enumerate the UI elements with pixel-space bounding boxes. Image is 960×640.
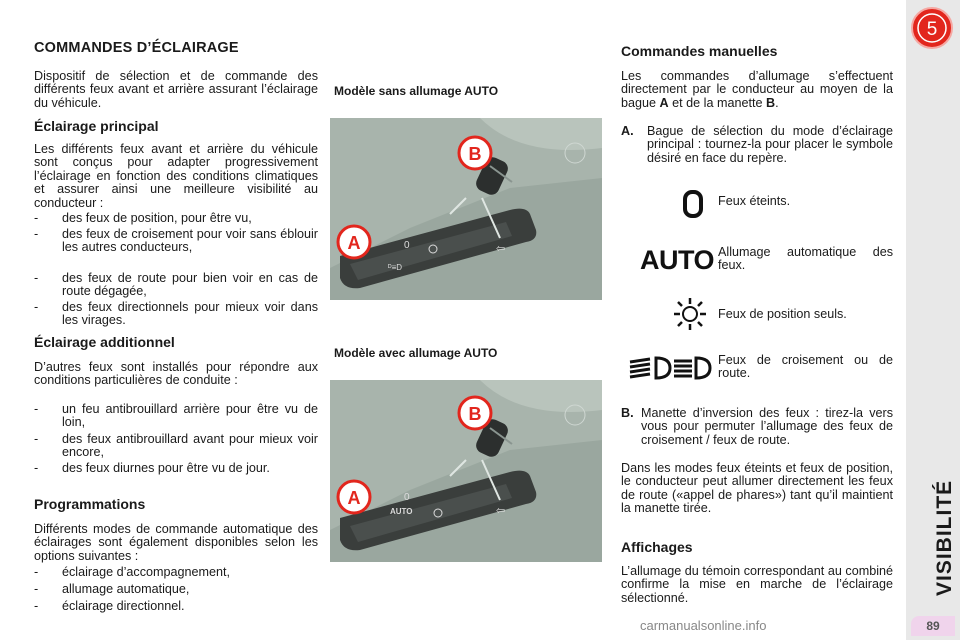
ring-off-symbol: 0 (404, 492, 410, 503)
item-b-label: B. (621, 406, 634, 420)
mode-beam-row (621, 352, 893, 384)
manual-controls-intro: Les commandes d’allumage s’effectuent directement par le conducteur au moyen de la bague A et de la manette B. (621, 69, 893, 110)
mode-off-row (621, 190, 893, 220)
caption-with-auto: Modèle avec allumage AUTO (334, 346, 498, 360)
section-heading-main-lighting: Éclairage principal (34, 118, 159, 134)
auto-symbol-icon: AUTO (640, 245, 715, 275)
section-heading-programming: Programmations (34, 496, 146, 512)
svg-text:⇦: ⇦ (496, 505, 506, 517)
section-text-programming: Différents modes de commande automatique des éclairages sont également disponibles selon les options suivantes : (34, 522, 318, 563)
mode-position-row (621, 296, 893, 332)
list-item: - des feux de croisement pour voir sans éblouir les autres conducteurs, (34, 227, 318, 255)
chapter-number: 5 (926, 19, 938, 40)
section-heading-manual-controls: Commandes manuelles (621, 43, 778, 59)
zero-symbol-icon (681, 190, 705, 218)
list-item: - des feux directionnels pour mieux voir dans les virages. (34, 300, 318, 328)
svg-text:ᴰ≡D: ᴰ≡D (388, 263, 403, 272)
page-number: 89 (911, 616, 955, 636)
label-a-badge: A (347, 488, 361, 508)
list-item: - des feux antibrouillard avant pour mieux voir encore, (34, 432, 318, 460)
caption-without-auto: Modèle sans allumage AUTO (334, 84, 499, 98)
low-high-beam-icon (626, 354, 714, 382)
watermark-text[interactable]: carmanualsonline.info (640, 618, 767, 633)
mode-auto-text: Allumage automatique des feux. (718, 245, 893, 273)
ring-auto-symbol: AUTO (390, 507, 413, 516)
stalk-illustration (330, 118, 602, 300)
list-item: - éclairage d’accompagnement, (34, 565, 231, 579)
label-b-badge: B (468, 144, 482, 164)
list-item: - des feux de position, pour être vu, (34, 211, 252, 225)
position-lights-icon (673, 296, 707, 332)
item-a-text: Bague de sélection du mode d’éclairage principal : tournez-la pour placer le symbole désiré en face du repère. (647, 124, 893, 165)
photo-lighting-stalk-without-auto (330, 118, 602, 300)
list-item: - un feu antibrouillard arrière pour être vu de loin, (34, 402, 318, 430)
label-a-badge: A (347, 233, 361, 253)
mode-auto-row (621, 243, 893, 275)
section-heading-displays: Affichages (621, 539, 693, 555)
chapter-number-badge (910, 6, 954, 50)
ring-off-symbol: 0 (404, 240, 410, 251)
section-heading-additional-lighting: Éclairage additionnel (34, 334, 175, 350)
stalk-illustration (330, 380, 602, 562)
chapter-title-text: VISIBILITÉ (933, 479, 956, 596)
section-text-additional-lighting: D’autres feux sont installés pour répondre aux conditions particulières de conduite : (34, 360, 318, 388)
mode-position-text: Feux de position seuls. (718, 307, 847, 321)
item-a-label: A. (621, 124, 634, 138)
list-item: - des feux diurnes pour être vu de jour. (34, 461, 270, 475)
item-b (621, 407, 893, 447)
mode-off-text: Feux éteints. (718, 194, 791, 208)
item-b-text: Manette d’inversion des feux : tirez-la vers vous pour permuter l’allumage des feux de croisement / feux de route. (641, 406, 893, 447)
mode-beam-text: Feux de croisement ou de route. (718, 353, 893, 381)
flash-paragraph: Dans les modes feux éteints et feux de position, le conducteur peut allumer directement les feux de route («appel de phares») tant qu’il maintient la manette tirée. (621, 461, 893, 516)
list-item: - des feux de route pour bien voir en cas de route dégagée, (34, 271, 318, 299)
svg-text:⇦: ⇦ (496, 243, 506, 255)
item-a (621, 125, 893, 165)
intro-paragraph: Dispositif de sélection et de commande des différents feux avant et arrière assurant l’éclairage du véhicule. (34, 69, 318, 110)
page-title: COMMANDES D’ÉCLAIRAGE (34, 40, 239, 56)
list-item: - éclairage directionnel. (34, 599, 185, 613)
photo-lighting-stalk-with-auto (330, 380, 602, 562)
list-item: - allumage automatique, (34, 582, 190, 596)
section-text-main-lighting: Les différents feux avant et arrière du véhicule sont conçus pour adapter progressivement l’éclairage en fonction des conditions climatiques et assurer ainsi une meilleure visibilité au conducteur : (34, 142, 318, 210)
displays-paragraph: L’allumage du témoin correspondant au combiné confirme la mise en marche de l’éclairage sélectionné. (621, 564, 893, 605)
label-b-badge: B (468, 404, 482, 424)
